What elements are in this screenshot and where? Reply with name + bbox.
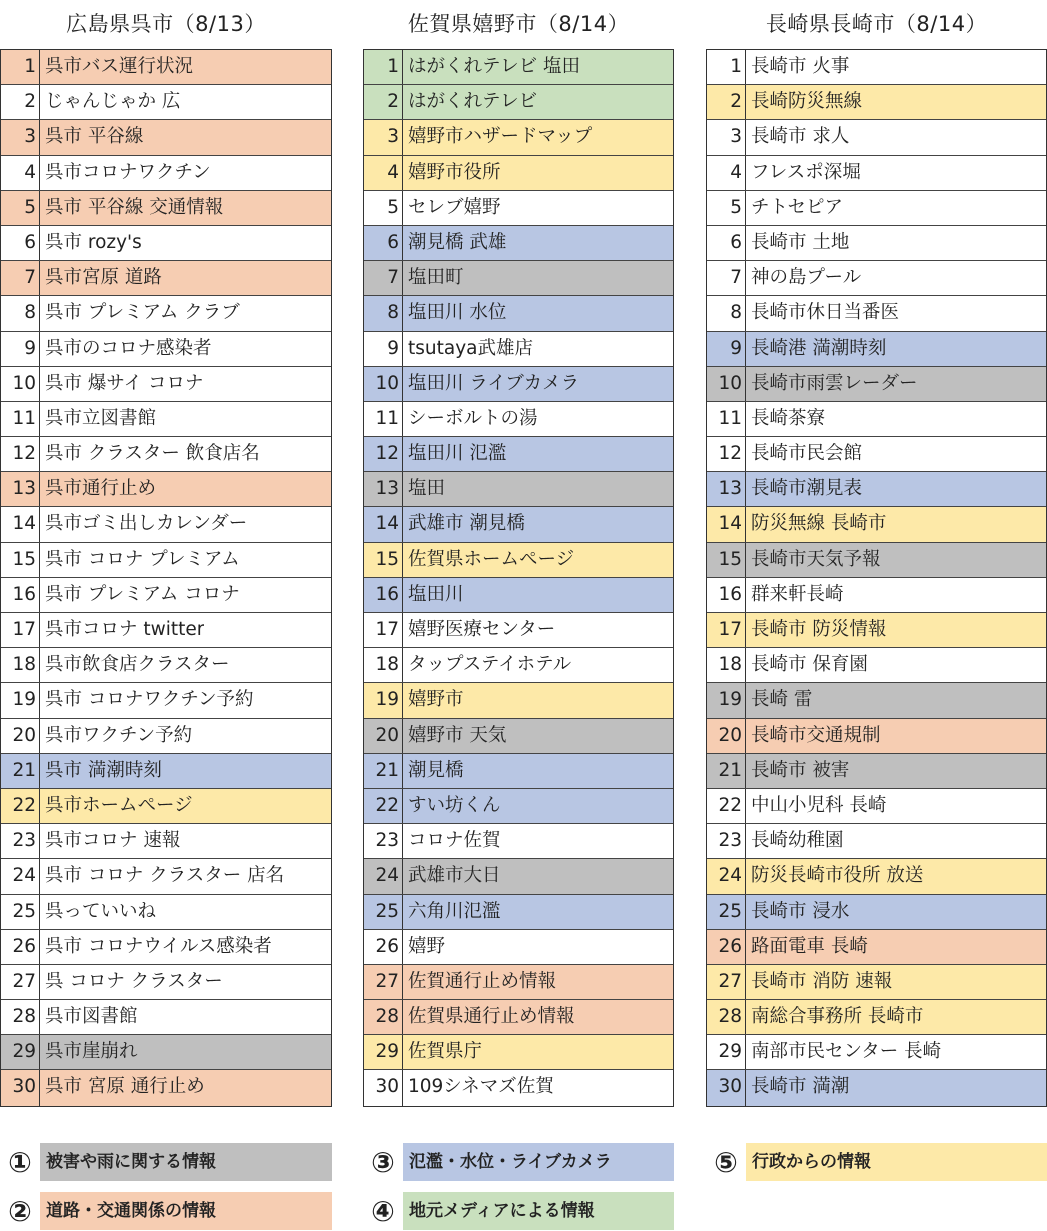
keyword: はがくれテレビ (408, 91, 538, 113)
table-row (364, 648, 673, 683)
rank-number: 11 (364, 402, 403, 436)
keyword: 呉市 満潮時刻 (45, 759, 162, 781)
rank-number: 12 (1, 437, 40, 471)
keyword: 呉市 コロナ クラスター 店名 (45, 865, 285, 887)
rank-number: 21 (707, 754, 746, 788)
table-ureshino (363, 0, 674, 1110)
rank-number: 1 (364, 50, 403, 84)
keyword: 呉市 平谷線 交通情報 (45, 196, 224, 218)
rank-number: 19 (707, 683, 746, 717)
rank-number: 2 (1, 85, 40, 119)
rank-number: 4 (1, 156, 40, 190)
table-row (364, 191, 673, 226)
rank-number: 24 (364, 859, 403, 893)
table-row (707, 965, 1046, 1000)
rank-number: 4 (707, 156, 746, 190)
rank-number: 8 (1, 296, 40, 330)
table-row (364, 578, 673, 613)
keyword: すい坊くん (408, 794, 501, 816)
rank-number: 7 (707, 261, 746, 295)
table-row (364, 226, 673, 261)
keyword: 塩田川 氾濫 (408, 443, 507, 465)
rank-number: 2 (707, 85, 746, 119)
keyword: 南総合事務所 長崎市 (751, 1006, 924, 1028)
table-row (364, 402, 673, 437)
table-row (707, 402, 1046, 437)
rank-number: 19 (1, 683, 40, 717)
keyword: フレスポ深堀 (751, 161, 861, 183)
rank-number: 3 (1, 120, 40, 154)
legend-label: 道路・交通関係の情報 (40, 1192, 332, 1230)
rank-number: 15 (1, 543, 40, 577)
table-row (1, 437, 331, 472)
keyword: 群来軒長崎 (751, 583, 844, 605)
table-row (1, 156, 331, 191)
table-row (364, 437, 673, 472)
keyword: 呉市 rozy's (45, 231, 142, 253)
keyword: 呉市コロナワクチン (45, 161, 211, 183)
keyword: シーボルトの湯 (408, 407, 538, 429)
keyword: 呉市図書館 (45, 1006, 138, 1028)
keyword: 呉市 爆サイ コロナ (45, 372, 204, 394)
keyword: 長崎市 保育園 (751, 654, 868, 676)
rank-number: 27 (364, 965, 403, 999)
table-row (707, 367, 1046, 402)
table-row (707, 578, 1046, 613)
table-row (707, 1000, 1046, 1035)
table-row (707, 895, 1046, 930)
rank-number: 30 (364, 1070, 403, 1105)
table-row (1, 85, 331, 120)
table-row (364, 296, 673, 331)
keyword: 長崎幼稚園 (751, 830, 844, 852)
keyword: tsutaya武雄店 (408, 337, 533, 359)
table-row (364, 895, 673, 930)
keyword: 長崎市 消防 速報 (751, 970, 893, 992)
keyword: 嬉野 (408, 935, 446, 957)
legend-label: 被害や雨に関する情報 (40, 1143, 332, 1181)
keyword: 呉市バス運行状況 (45, 56, 194, 77)
rank-number: 22 (707, 789, 746, 823)
rank-number: 29 (1, 1035, 40, 1069)
table-row (1, 719, 331, 754)
rank-number: 16 (364, 578, 403, 612)
table-row (707, 719, 1046, 754)
keyword: 呉市 コロナウイルス感染者 (45, 935, 272, 957)
keyword: 109シネマズ佐賀 (408, 1076, 554, 1098)
table-row (707, 789, 1046, 824)
keyword: 潮見橋 武雄 (408, 231, 507, 253)
keyword: 塩田 (408, 478, 446, 500)
rank-number: 15 (707, 543, 746, 577)
table-row (364, 85, 673, 120)
keyword: 呉市崖崩れ (45, 1041, 138, 1063)
table-row (364, 930, 673, 965)
rank-number: 5 (1, 191, 40, 225)
keyword: 防災無線 長崎市 (751, 513, 887, 535)
rank-number: 28 (1, 1000, 40, 1034)
rank-number: 13 (707, 472, 746, 506)
keyword: 南部市民センター 長崎 (751, 1041, 942, 1063)
table-row (707, 120, 1046, 155)
keyword: 呉市 プレミアム コロナ (45, 583, 240, 605)
rank-number: 9 (707, 332, 746, 366)
rank-number: 25 (364, 895, 403, 929)
keyword: 呉市 プレミアム クラブ (45, 302, 240, 324)
rank-number: 25 (707, 895, 746, 929)
table-row (364, 1000, 673, 1035)
keyword: 長崎市 浸水 (751, 900, 850, 922)
table-row (1, 120, 331, 155)
rank-number: 9 (1, 332, 40, 366)
table-row (707, 226, 1046, 261)
table-row (1, 507, 331, 542)
keyword-table (706, 49, 1047, 1107)
keyword: 六角川氾濫 (408, 900, 501, 922)
table-row (364, 156, 673, 191)
keyword: 佐賀県ホームページ (408, 548, 575, 570)
table-row (1, 1000, 331, 1035)
rank-number: 13 (364, 472, 403, 506)
table-row (707, 1035, 1046, 1070)
keyword: 呉市ホームページ (45, 794, 193, 816)
table-row (707, 332, 1046, 367)
keyword: 長崎防災無線 (751, 91, 863, 113)
rank-number: 18 (1, 648, 40, 682)
keyword: 嬉野市役所 (408, 161, 501, 183)
table-row (707, 859, 1046, 894)
rank-number: 1 (1, 50, 40, 84)
table-row (1, 789, 331, 824)
keyword: 呉市 コロナ プレミアム (45, 548, 240, 570)
keyword: 塩田川 ライブカメラ (408, 372, 580, 394)
table-row (1, 543, 331, 578)
table-row (364, 1070, 673, 1105)
table-row (707, 543, 1046, 578)
table-row (364, 120, 673, 155)
rank-number: 17 (707, 613, 746, 647)
keyword: 長崎市 求人 (751, 126, 850, 148)
table-row (707, 507, 1046, 542)
legend-label: 地元メディアによる情報 (403, 1192, 674, 1230)
table-row (1, 613, 331, 648)
rank-number: 13 (1, 472, 40, 506)
rank-number: 23 (1, 824, 40, 858)
keyword: 呉市通行止め (45, 478, 157, 500)
table-row (1, 578, 331, 613)
keyword: 呉市ゴミ出しカレンダー (45, 513, 248, 535)
table-row (707, 261, 1046, 296)
keyword: 長崎茶寮 (751, 407, 826, 429)
keyword: はがくれテレビ 塩田 (408, 56, 581, 77)
legend-item-3 (363, 1143, 674, 1181)
table-row (707, 683, 1046, 718)
keyword: セレブ嬉野 (408, 196, 501, 218)
table-row (707, 437, 1046, 472)
rank-number: 22 (1, 789, 40, 823)
number-5-icon: ⑤ (714, 1145, 738, 1179)
keyword: 長崎市民会館 (751, 443, 863, 465)
table-row (1, 261, 331, 296)
table-row (1, 754, 331, 789)
rank-number: 12 (707, 437, 746, 471)
table-row (364, 613, 673, 648)
keyword: 長崎市 火事 (751, 56, 850, 77)
rank-number: 24 (707, 859, 746, 893)
keyword: 佐賀県庁 (408, 1041, 483, 1063)
keyword: コロナ佐賀 (408, 830, 501, 852)
legend-label: 氾濫・水位・ライブカメラ (403, 1143, 674, 1181)
keyword: 佐賀通行止め情報 (408, 970, 557, 992)
table-row (1, 648, 331, 683)
rank-number: 26 (707, 930, 746, 964)
rank-number: 28 (364, 1000, 403, 1034)
table-row (1, 965, 331, 1000)
table-row (707, 648, 1046, 683)
table-row (1, 859, 331, 894)
rank-number: 20 (1, 719, 40, 753)
keyword: 呉市 クラスター 飲食店名 (45, 443, 260, 465)
rank-number: 9 (364, 332, 403, 366)
rank-number: 21 (1, 754, 40, 788)
rank-number: 5 (707, 191, 746, 225)
table-nagasaki (706, 0, 1047, 1110)
keyword: 武雄市大日 (408, 865, 501, 887)
number-4-icon: ④ (371, 1194, 395, 1228)
rank-number: 12 (364, 437, 403, 471)
keyword: 長崎市休日当番医 (751, 302, 900, 324)
table-row (1, 930, 331, 965)
rank-number: 8 (707, 296, 746, 330)
table-row (364, 332, 673, 367)
rank-number: 28 (707, 1000, 746, 1034)
keyword: 呉市 宮原 通行止め (45, 1076, 205, 1098)
keyword: 長崎 雷 (751, 689, 813, 711)
rank-number: 24 (1, 859, 40, 893)
keyword: 長崎市天気予報 (751, 548, 881, 570)
keyword: 防災長崎市役所 放送 (751, 865, 924, 887)
keyword-table (363, 49, 674, 1107)
rank-number: 2 (364, 85, 403, 119)
table-row (364, 683, 673, 718)
table-row (707, 191, 1046, 226)
keyword: 呉市 コロナワクチン予約 (45, 689, 254, 711)
rank-number: 10 (1, 367, 40, 401)
keyword: 長崎市 満潮 (751, 1076, 850, 1098)
table-row (1, 824, 331, 859)
rank-number: 6 (1, 226, 40, 260)
table-title: 長崎県長崎市（8/14） (765, 12, 988, 36)
rank-number: 23 (364, 824, 403, 858)
keyword: 潮見橋 (408, 759, 464, 781)
keyword: 呉市コロナ twitter (45, 619, 205, 640)
table-row (1, 402, 331, 437)
table-row (364, 367, 673, 402)
rank-number: 14 (364, 507, 403, 541)
rank-number: 18 (707, 648, 746, 682)
table-row (707, 156, 1046, 191)
keyword: 神の島プール (751, 267, 862, 289)
keyword-table (0, 49, 332, 1107)
table-row (364, 965, 673, 1000)
table-row (364, 261, 673, 296)
number-2-icon: ② (8, 1194, 32, 1228)
rank-number: 3 (707, 120, 746, 154)
keyword: 呉市宮原 道路 (45, 267, 162, 289)
rank-number: 26 (364, 930, 403, 964)
keyword: 長崎市雨雲レーダー (751, 372, 918, 394)
keyword: 路面電車 長崎 (751, 935, 868, 957)
table-row (707, 1070, 1046, 1105)
legend-item-1 (0, 1143, 332, 1181)
rank-number: 10 (364, 367, 403, 401)
table-row (364, 824, 673, 859)
keyword: 呉市コロナ 速報 (45, 830, 181, 852)
keyword: 塩田川 水位 (408, 302, 507, 324)
keyword: 呉 コロナ クラスター (45, 970, 223, 992)
keyword: 嬉野市 天気 (408, 724, 507, 746)
table-row (364, 507, 673, 542)
keyword: 呉市立図書館 (45, 407, 157, 429)
rank-number: 18 (364, 648, 403, 682)
legend-item-2 (0, 1192, 332, 1230)
table-row (707, 824, 1046, 859)
keyword: 長崎市交通規制 (751, 724, 881, 746)
rank-number: 22 (364, 789, 403, 823)
rank-number: 7 (1, 261, 40, 295)
table-kure (0, 0, 332, 1110)
table-row (364, 754, 673, 789)
rank-number: 5 (364, 191, 403, 225)
rank-number: 15 (364, 543, 403, 577)
table-row (707, 472, 1046, 507)
table-row (1, 472, 331, 507)
table-row (364, 719, 673, 754)
keyword: 呉市ワクチン予約 (45, 724, 193, 746)
keyword: 長崎市 被害 (751, 759, 850, 781)
table-row (364, 50, 673, 85)
rank-number: 25 (1, 895, 40, 929)
rank-number: 29 (364, 1035, 403, 1069)
rank-number: 30 (707, 1070, 746, 1105)
rank-number: 20 (707, 719, 746, 753)
rank-number: 23 (707, 824, 746, 858)
legend-item-5 (706, 1143, 1047, 1181)
number-3-icon: ③ (371, 1145, 395, 1179)
table-row (707, 85, 1046, 120)
keyword: 嬉野市ハザードマップ (408, 126, 593, 148)
rank-number: 16 (707, 578, 746, 612)
table-title: 佐賀県嬉野市（8/14） (407, 12, 630, 36)
rank-number: 6 (707, 226, 746, 260)
keyword: 呉市飲食店クラスター (45, 654, 230, 676)
table-row (1, 191, 331, 226)
legend-item-4 (363, 1192, 674, 1230)
table-row (1, 1035, 331, 1070)
rank-number: 6 (364, 226, 403, 260)
rank-number: 10 (707, 367, 746, 401)
rank-number: 17 (364, 613, 403, 647)
rank-number: 1 (707, 50, 746, 84)
keyword: 長崎市 防災情報 (751, 619, 887, 640)
keyword: 長崎市潮見表 (751, 478, 863, 500)
rank-number: 14 (707, 507, 746, 541)
rank-number: 20 (364, 719, 403, 753)
rank-number: 19 (364, 683, 403, 717)
rank-number: 14 (1, 507, 40, 541)
table-row (1, 296, 331, 331)
table-row (1, 1070, 331, 1105)
rank-number: 11 (1, 402, 40, 436)
keyword: 中山小児科 長崎 (751, 794, 887, 816)
rank-number: 8 (364, 296, 403, 330)
rank-number: 26 (1, 930, 40, 964)
keyword: 長崎市 土地 (751, 231, 850, 253)
number-1-icon: ① (8, 1145, 32, 1179)
rank-number: 7 (364, 261, 403, 295)
keyword: 佐賀県通行止め情報 (408, 1006, 575, 1028)
keyword: チトセピア (751, 196, 843, 218)
keyword: 呉市のコロナ感染者 (45, 337, 212, 359)
table-row (364, 472, 673, 507)
rank-number: 4 (364, 156, 403, 190)
table-row (1, 50, 331, 85)
keyword: 呉っていいね (45, 900, 157, 922)
legend-label: 行政からの情報 (746, 1143, 1047, 1181)
keyword: 長崎港 満潮時刻 (751, 337, 887, 359)
rank-number: 30 (1, 1070, 40, 1105)
rank-number: 29 (707, 1035, 746, 1069)
table-row (707, 754, 1046, 789)
table-row (1, 226, 331, 261)
rank-number: 21 (364, 754, 403, 788)
table-row (707, 930, 1046, 965)
keyword: タップステイホテル (408, 654, 572, 676)
keyword: 嬉野市 (408, 689, 464, 711)
rank-number: 17 (1, 613, 40, 647)
rank-number: 11 (707, 402, 746, 436)
rank-number: 27 (1, 965, 40, 999)
rank-number: 16 (1, 578, 40, 612)
table-row (1, 367, 331, 402)
table-row (364, 859, 673, 894)
rank-number: 27 (707, 965, 746, 999)
table-row (707, 296, 1046, 331)
keyword: 武雄市 潮見橋 (408, 513, 525, 535)
keyword: 呉市 平谷線 (45, 126, 144, 148)
table-row (707, 50, 1046, 85)
table-row (1, 332, 331, 367)
keyword: じゃんじゃか 広 (45, 91, 181, 113)
keyword: 塩田川 (408, 583, 464, 605)
table-row (364, 1035, 673, 1070)
table-row (1, 683, 331, 718)
table-row (364, 543, 673, 578)
table-row (707, 613, 1046, 648)
table-row (1, 895, 331, 930)
table-title: 広島県呉市（8/13） (66, 12, 266, 36)
keyword: 塩田町 (408, 267, 464, 289)
table-row (364, 789, 673, 824)
rank-number: 3 (364, 120, 403, 154)
keyword: 嬉野医療センター (408, 619, 556, 640)
